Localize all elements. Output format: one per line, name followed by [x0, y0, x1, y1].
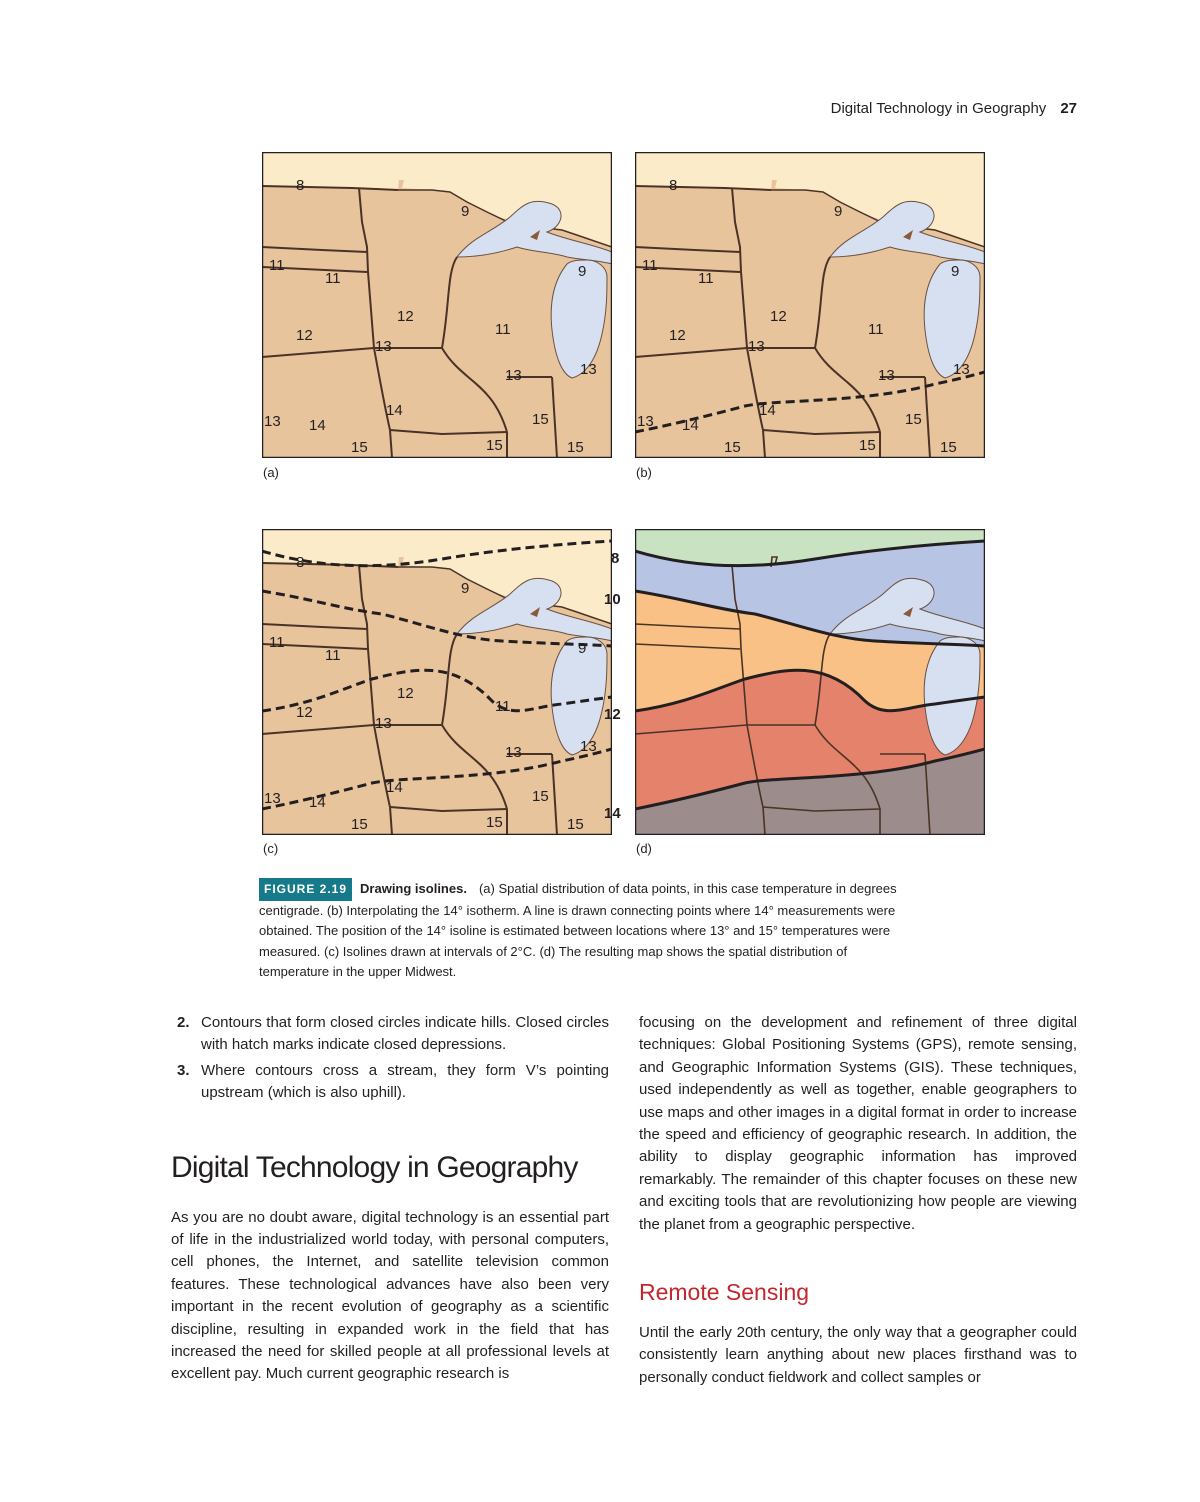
- temperature-label: 9: [578, 263, 587, 280]
- list-item-number: 3.: [177, 1061, 190, 1079]
- temperature-label: 11: [698, 270, 714, 287]
- right-column: [639, 1012, 1077, 1389]
- body-paragraph: focusing on the development and refinement of three digital techniques: Global Positioning Systems (GPS), remote sensing, and Geographic Information Systems (GIS). These techniques, used independently as well as together, enable geographers to use maps and other images in a digital format in order to increase the speed and efficiency of geographic research. In addition, the ability to display geographic information has improved remarkably. The remainder of this chapter focuses on these new and exciting tools that are revolutionizing how people are viewing the planet from a geographic perspective.: [639, 1014, 1077, 1233]
- temperature-label: 8: [669, 177, 678, 194]
- temperature-label: 14: [309, 794, 326, 811]
- panel-label-d: (d): [636, 841, 652, 856]
- temperature-label: 12: [296, 327, 313, 344]
- temperature-label: 11: [868, 321, 884, 338]
- temperature-label: 9: [951, 263, 960, 280]
- temperature-label: 13: [953, 361, 970, 378]
- map-c-svg: [262, 529, 612, 835]
- body-paragraph: As you are no doubt aware, digital technology is an essential part of life in the industrialized world today, with personal computers, cell phones, the Internet, and satellite television common features. These technological advances have also been very important in the recent evolution of geography as a scientific discipline, resulting in expanded work in the field that has increased the need for skilled people at all professional levels at excellent pay. Much current geographic research is: [171, 1208, 609, 1383]
- temperature-label: 13: [878, 367, 895, 384]
- temperature-label: 13: [580, 738, 597, 755]
- temperature-label: 11: [495, 321, 511, 338]
- panel-label-a: (a): [263, 465, 279, 480]
- list-item-number: 2.: [177, 1014, 190, 1031]
- temperature-label: 9: [461, 580, 470, 597]
- temperature-label: 15: [567, 816, 584, 833]
- temperature-label: 13: [748, 338, 765, 355]
- temperature-label: 15: [532, 788, 549, 805]
- temperature-label: 14: [309, 417, 326, 434]
- map-b-svg: [635, 152, 985, 458]
- temperature-label: 15: [905, 411, 922, 428]
- temperature-label: 15: [486, 437, 503, 454]
- running-title: Digital Technology in Geography: [830, 100, 1047, 117]
- temperature-label: 9: [834, 203, 843, 220]
- temperature-label: 13: [375, 338, 392, 355]
- temperature-label: 13: [580, 361, 597, 378]
- list-item: [171, 1060, 609, 1105]
- temperature-label: 15: [532, 411, 549, 428]
- panel-label-c: (c): [263, 841, 279, 856]
- list-item-text: Contours that form closed circles indicate hills. Closed circles with hatch marks indicate closed depressions.: [201, 1014, 609, 1054]
- temperature-label: 11: [642, 257, 658, 274]
- temperature-label: 15: [724, 439, 741, 456]
- map-panel-d: [635, 529, 985, 835]
- temperature-label: 14: [386, 402, 403, 419]
- temperature-label: 15: [940, 439, 957, 456]
- temperature-label: 12: [397, 685, 414, 702]
- map-d-svg: [635, 529, 985, 835]
- figure-caption-text: (a) Spatial distribution of data points, in this case temperature in degrees centigrade. (b) Interpolating the 14° isotherm. A line is drawn connecting points where 14° measurements were obtained. The position of the 14° isoline is estimated between locations where 13° and 15° temperatures were measured. (c) Isolines drawn at intervals of 2°C. (d) The resulting map shows the spatial distribution of temperature in the upper Midwest.: [259, 881, 897, 979]
- list-item-text: Where contours cross a stream, they form V’s pointing upstream (which is also uphill).: [201, 1061, 609, 1102]
- temperature-label: 14: [386, 779, 403, 796]
- temperature-label: 11: [269, 257, 285, 274]
- temperature-label: 15: [859, 437, 876, 454]
- temperature-label: 15: [351, 439, 368, 456]
- figure-tag: FIGURE 2.19: [259, 878, 352, 901]
- temperature-label: 15: [486, 814, 503, 831]
- isoline-label-12: 12: [604, 706, 621, 723]
- map-panel-a: [262, 152, 612, 458]
- temperature-label: 12: [669, 327, 686, 344]
- temperature-label: 13: [637, 413, 654, 430]
- temperature-label: 11: [325, 647, 341, 664]
- temperature-label: 14: [682, 417, 699, 434]
- temperature-label: 9: [578, 640, 587, 657]
- temperature-label: 13: [264, 413, 281, 430]
- temperature-label: 14: [759, 402, 776, 419]
- page-number: 27: [1060, 100, 1077, 117]
- body-paragraph: Until the early 20th century, the only way that a geographer could consistently learn anything about new places firsthand was to personally conduct fieldwork and collect samples or: [639, 1324, 1077, 1386]
- numbered-list: [171, 1012, 609, 1105]
- sub-heading: Remote Sensing: [639, 1279, 810, 1306]
- left-column: [171, 1012, 609, 1386]
- temperature-label: 9: [461, 203, 470, 220]
- temperature-label: 11: [269, 634, 285, 651]
- section-heading: Digital Technology in Geography: [171, 1150, 578, 1184]
- temperature-label: 12: [397, 308, 414, 325]
- panel-label-b: (b): [636, 465, 652, 480]
- temperature-label: 8: [296, 177, 305, 194]
- temperature-label: 13: [505, 744, 522, 761]
- map-panel-c: [262, 529, 612, 835]
- figure-caption: [259, 878, 919, 983]
- figure-caption-title: Drawing isolines.: [360, 881, 467, 896]
- temperature-label: 12: [296, 704, 313, 721]
- isoline-label-14: 14: [604, 805, 621, 822]
- temperature-label: 8: [296, 554, 305, 571]
- temperature-label: 15: [567, 439, 584, 456]
- isoline-label-10: 10: [604, 591, 621, 608]
- isoline-label-8: 8: [611, 550, 620, 567]
- temperature-label: 13: [264, 790, 281, 807]
- temperature-label: 11: [495, 698, 511, 715]
- temperature-label: 13: [375, 715, 392, 732]
- map-panel-b: [635, 152, 985, 458]
- map-a-svg: [262, 152, 612, 458]
- temperature-label: 13: [505, 367, 522, 384]
- list-item: [171, 1012, 609, 1057]
- temperature-label: 12: [770, 308, 787, 325]
- temperature-label: 15: [351, 816, 368, 833]
- temperature-label: 11: [325, 270, 341, 287]
- running-head: [831, 100, 1077, 117]
